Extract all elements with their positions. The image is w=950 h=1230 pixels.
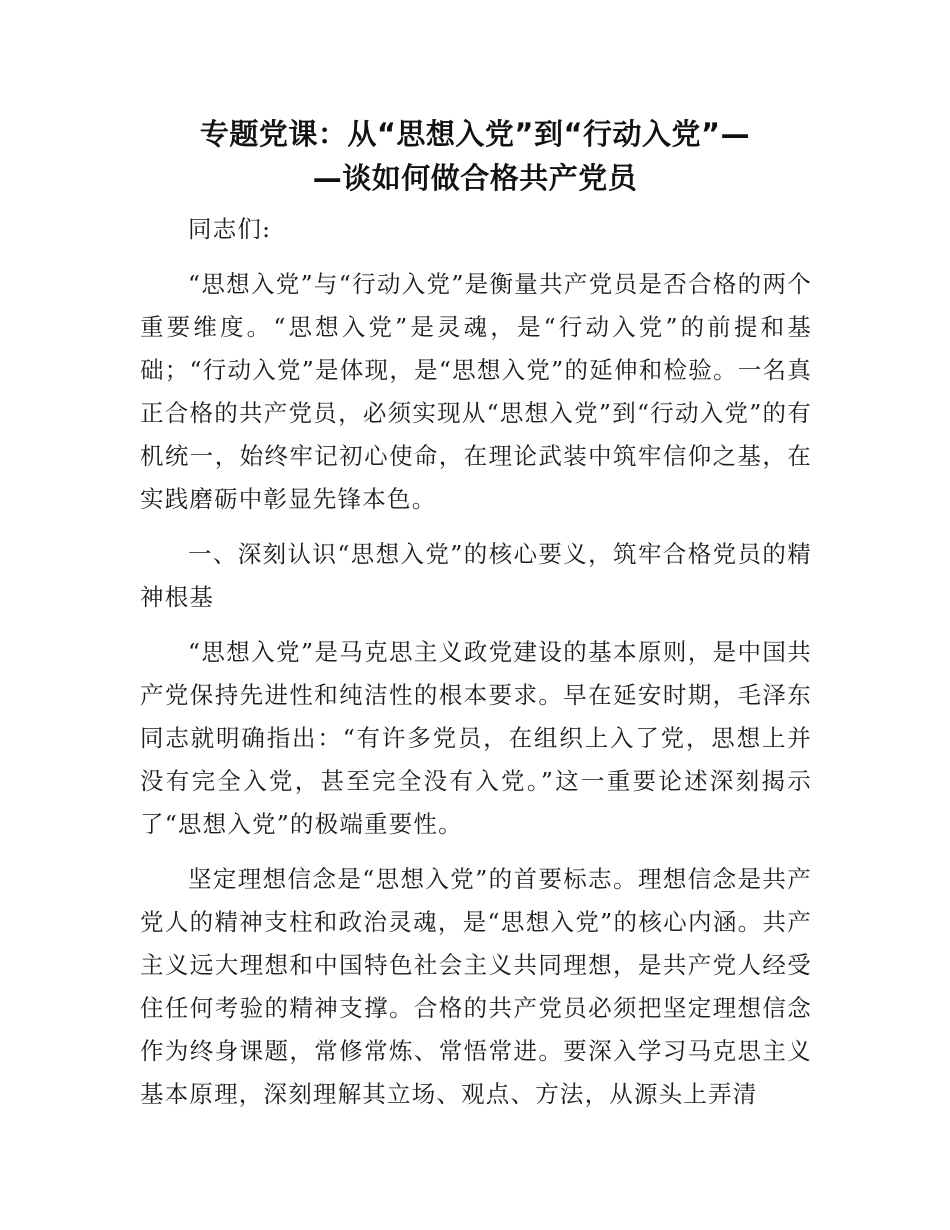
title-line-1: 专题党课：从“思想入党”到“行动入党”— xyxy=(199,117,751,151)
document-body xyxy=(140,208,812,1128)
paragraph-intro: “思想入党”与“行动入党”是衡量共产党员是否合格的两个重要维度。“思想入党”是灵魂，是“行动入党”的前提和基础；“行动入党”是体现，是“思想入党”的延伸和检验。一名真正合格的共产党员，必须实现从“思想入党”到“行动入党”的有机统一，始终牢记初心使命，在理论武装中筑牢信仰之基，在实践磨砺中彰显先锋本色。 xyxy=(140,270,812,513)
section-heading-1: 一、深刻认识“思想入党”的核心要义，筑牢合格党员的精神根基 xyxy=(140,540,812,611)
greeting: 同志们: xyxy=(188,215,272,243)
title-line-2: —谈如何做合格共产党员 xyxy=(312,161,638,195)
page-title xyxy=(140,112,810,200)
paragraph-ideals: 坚定理想信念是“思想入党”的首要标志。理想信念是共产党人的精神支柱和政治灵魂，是“思想入党”的核心内涵。共产主义远大理想和中国特色社会主义共同理想，是共产党人经受住任何考验的精神支撑。合格的共产党员必须把坚定理想信念作为终身课题，常修常炼、常悟常进。要深入学习马克思主义基本原理，深刻理解其立场、观点、方法，从源头上弄清 xyxy=(140,865,812,1108)
paragraph-section-1: “思想入党”是马克思主义政党建设的基本原则，是中国共产党保持先进性和纯洁性的根本要求。早在延安时期，毛泽东同志就明确指出：“有许多党员，在组织上入了党，思想上并没有完全入党，甚至完全没有入党。”这一重要论述深刻揭示了“思想入党”的极端重要性。 xyxy=(140,638,812,838)
